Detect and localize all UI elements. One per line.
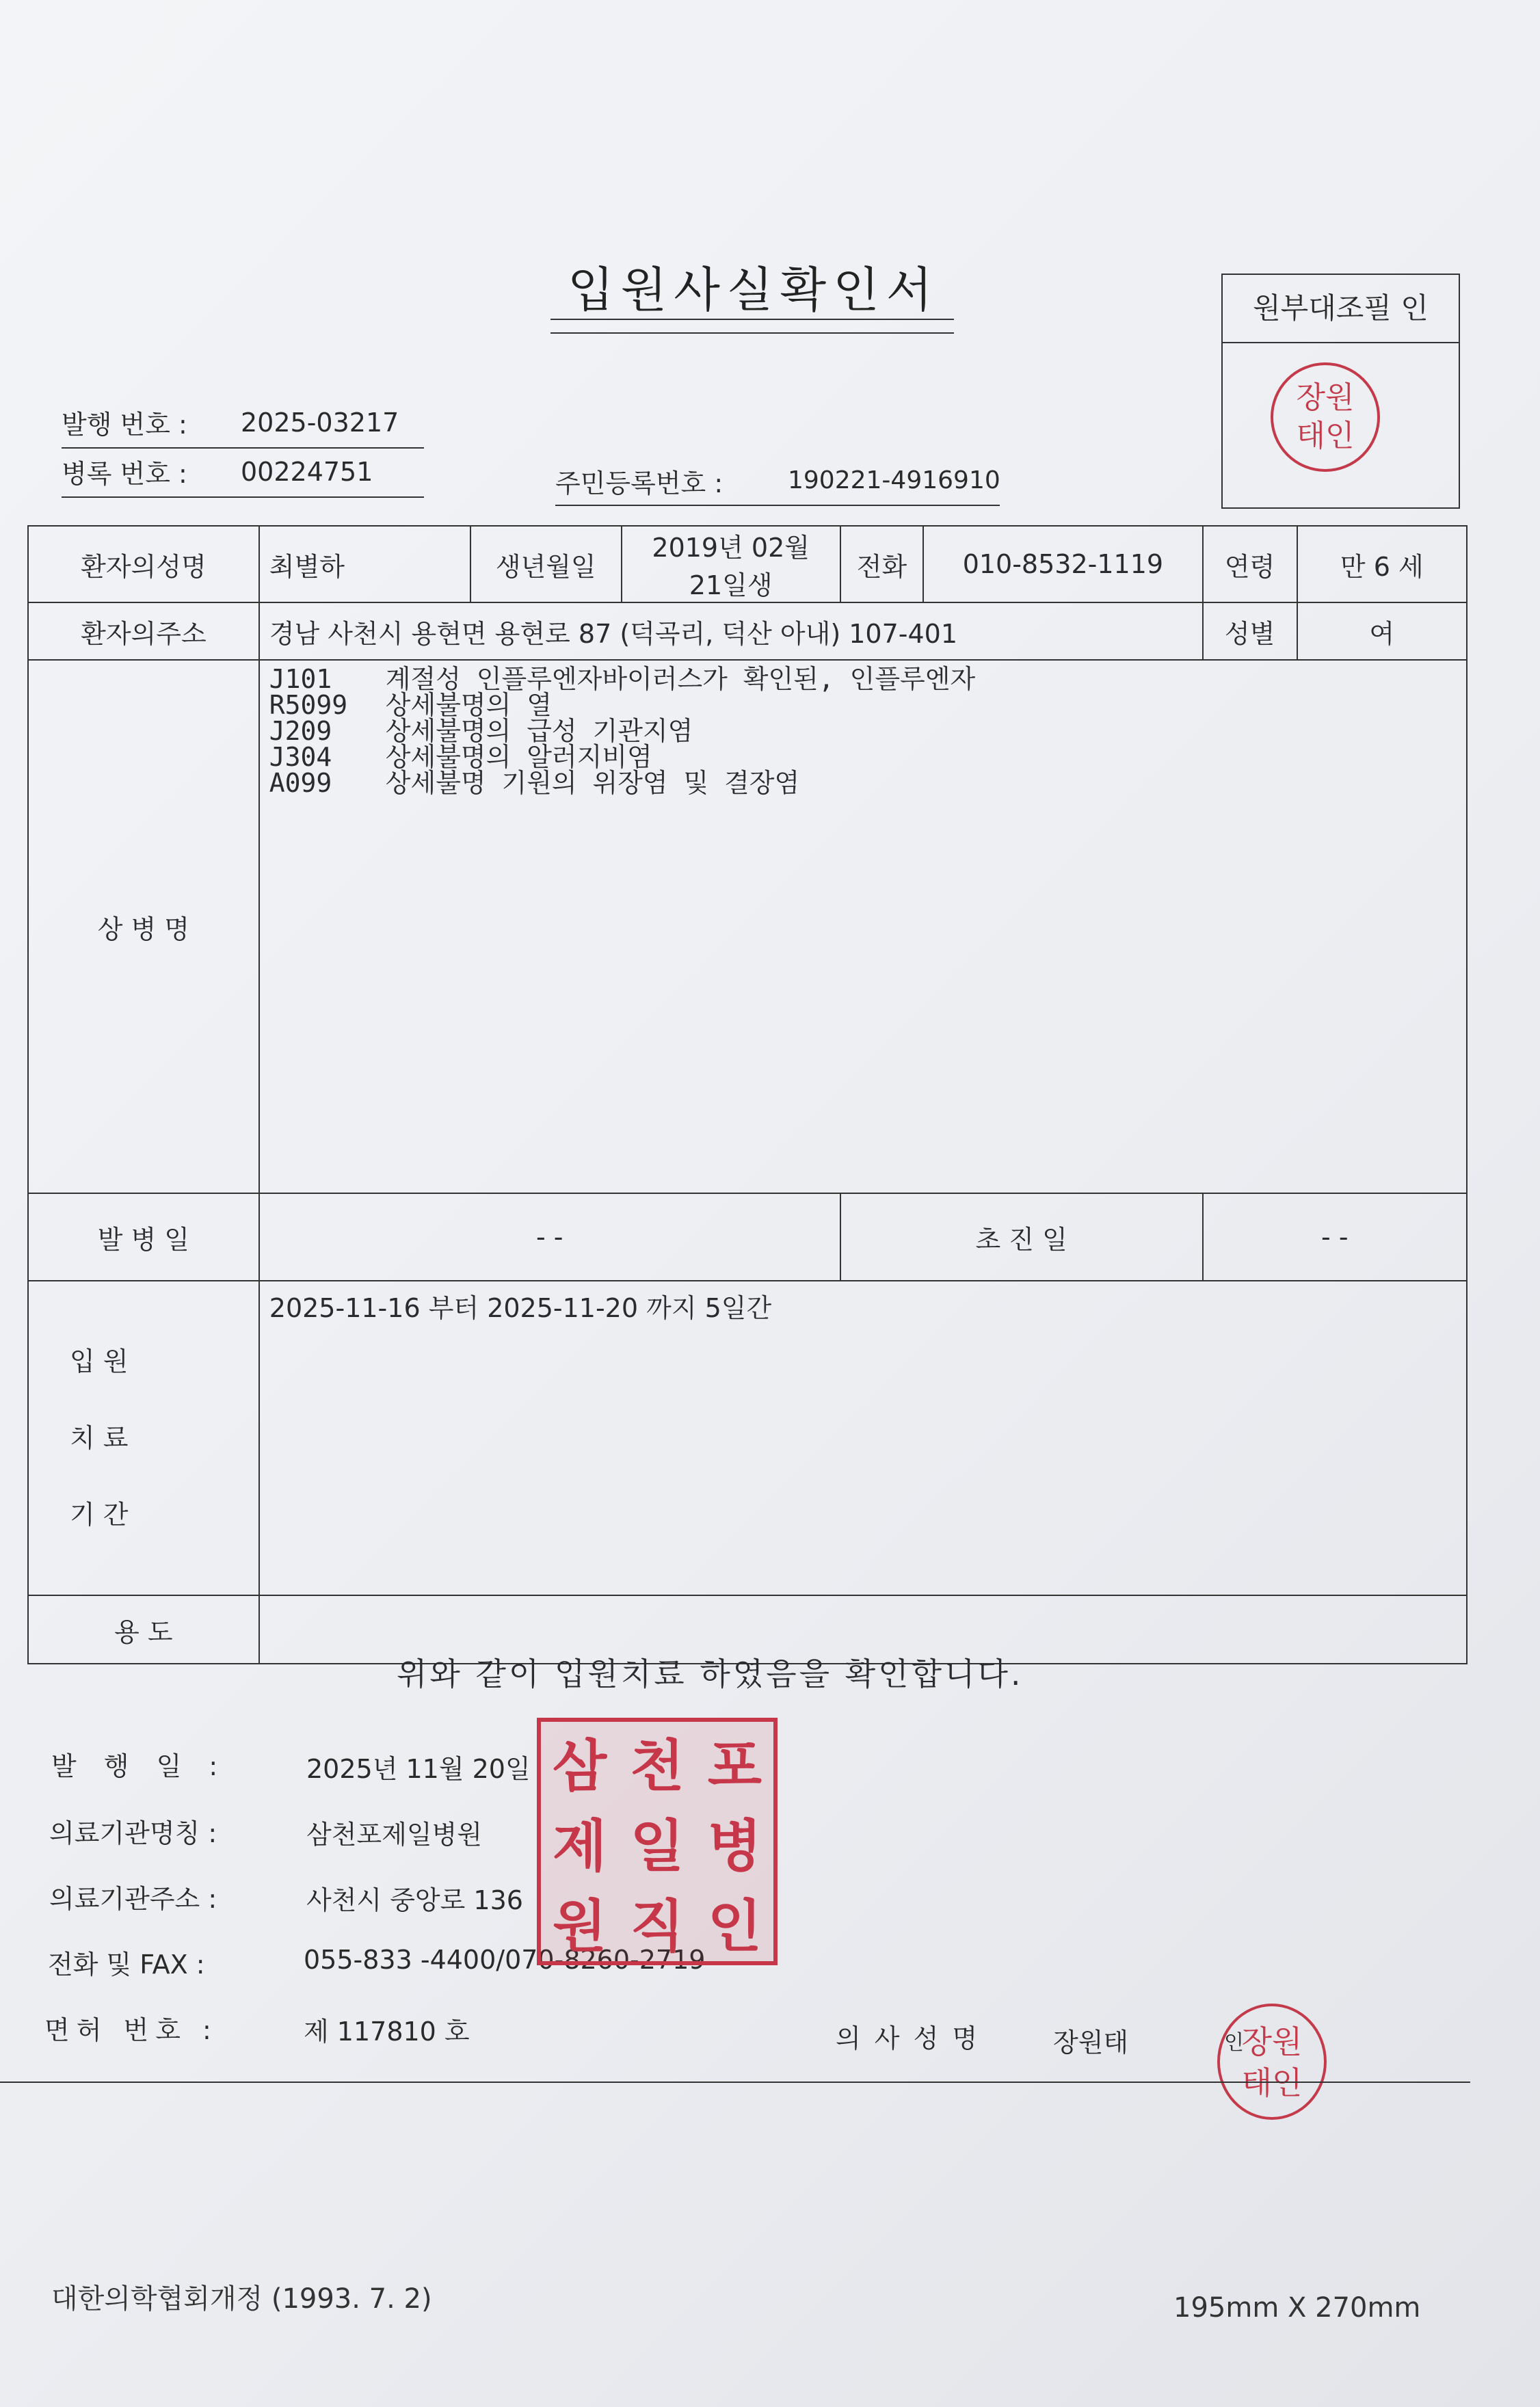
patient-name: 최별하 <box>259 526 470 602</box>
admission-label: 입 원 치 료 기 간 <box>28 1281 259 1595</box>
age-label: 연령 <box>1203 526 1297 602</box>
list-item: J304 상세불명의 알러지비염 <box>269 742 652 772</box>
issue-no-label: 발행 번호 : <box>62 410 187 440</box>
hospital-address-label: 의료기관주소 : <box>49 1884 217 1914</box>
sex-label: 성별 <box>1203 602 1297 660</box>
license-label: 면허 번호 : <box>44 2015 218 2045</box>
record-no-line <box>62 496 424 498</box>
list-item: J101 계절성 인플루엔자바이러스가 확인된, 인플루엔자 <box>269 664 976 694</box>
doctor-label: 의 사 성 명 <box>836 2023 981 2053</box>
title-underline <box>550 319 954 320</box>
admission-period: 2025-11-16 부터 2025-11-20 까지 5일간 <box>259 1281 1467 1595</box>
record-no-value: 00224751 <box>241 457 373 487</box>
resident-no-label: 주민등록번호 : <box>555 468 723 498</box>
list-item: J209 상세불명의 급성 기관지염 <box>269 716 693 746</box>
record-table <box>27 525 1468 1664</box>
record-no-label: 병록 번호 : <box>62 459 187 489</box>
doctor-name: 장원태 <box>1053 2027 1129 2058</box>
license-value: 제 117810 호 <box>304 2017 470 2047</box>
first-visit-label: 초 진 일 <box>840 1193 1203 1281</box>
diagnosis-label: 상 병 명 <box>28 660 259 1193</box>
resident-no-line <box>555 505 1000 506</box>
hospital-name-label: 의료기관명칭 : <box>49 1818 217 1848</box>
issue-date-value: 2025년 11월 20일 <box>306 1754 531 1784</box>
document-title: 입원사실확인서 <box>568 262 940 318</box>
onset-value: - - <box>259 1193 840 1281</box>
list-item: R5099 상세불명의 열 <box>269 690 552 720</box>
title-underline <box>550 332 954 334</box>
phone-value: 010-8532-1119 <box>923 526 1202 602</box>
hospital-address-value: 사천시 중앙로 136 <box>306 1885 523 1915</box>
resident-no-value: 190221-4916910 <box>788 466 1000 494</box>
hospital-seal: 삼 천 포 제 일 병 원 직 인 <box>537 1718 778 1965</box>
footer-divider <box>0 2082 1470 2083</box>
sex-value: 여 <box>1297 602 1467 660</box>
diagnosis-list <box>259 660 1467 1193</box>
first-visit-value: - - <box>1203 1193 1467 1281</box>
onset-label: 발 병 일 <box>28 1193 259 1281</box>
verification-stamp-box <box>1221 274 1460 509</box>
seal-suffix: 인 <box>1224 2031 1244 2055</box>
birth-label: 생년월일 <box>470 526 622 602</box>
issue-no-value: 2025-03217 <box>241 408 399 438</box>
stamp-box-label: 원부대조필 인 <box>1223 275 1459 343</box>
address-label: 환자의주소 <box>28 602 259 660</box>
hospital-name-value: 삼천포제일병원 <box>306 1820 482 1850</box>
phone-label: 전화 <box>840 526 923 602</box>
address-value: 경남 사천시 용현면 용현로 87 (덕곡리, 덕산 아내) 107-401 <box>259 602 1203 660</box>
list-item: A099 상세불명 기원의 위장염 및 결장염 <box>269 768 800 798</box>
phone-fax-value: 055-833 -4400/070-8260-2719 <box>304 1945 706 1975</box>
purpose-label: 용 도 <box>28 1595 259 1664</box>
form-revision-note: 대한의학협회개정 (1993. 7. 2) <box>51 2283 432 2315</box>
birth-value: 2019년 02월 21일생 <box>622 526 840 602</box>
issue-no-line <box>62 447 424 449</box>
seal-doctor-signature: 장원 태인 <box>1217 2004 1327 2120</box>
age-value: 만 6 세 <box>1297 526 1467 602</box>
confirmation-statement: 위와 같이 입원치료 하였음을 확인합니다. <box>397 1655 1024 1692</box>
patient-name-label: 환자의성명 <box>28 526 259 602</box>
seal-doctor-top: 장원 태인 <box>1271 362 1380 472</box>
issue-date-label: 발 행 일 : <box>51 1751 228 1781</box>
paper-size-note: 195mm X 270mm <box>1173 2292 1421 2324</box>
phone-fax-label: 전화 및 FAX : <box>48 1950 205 1980</box>
